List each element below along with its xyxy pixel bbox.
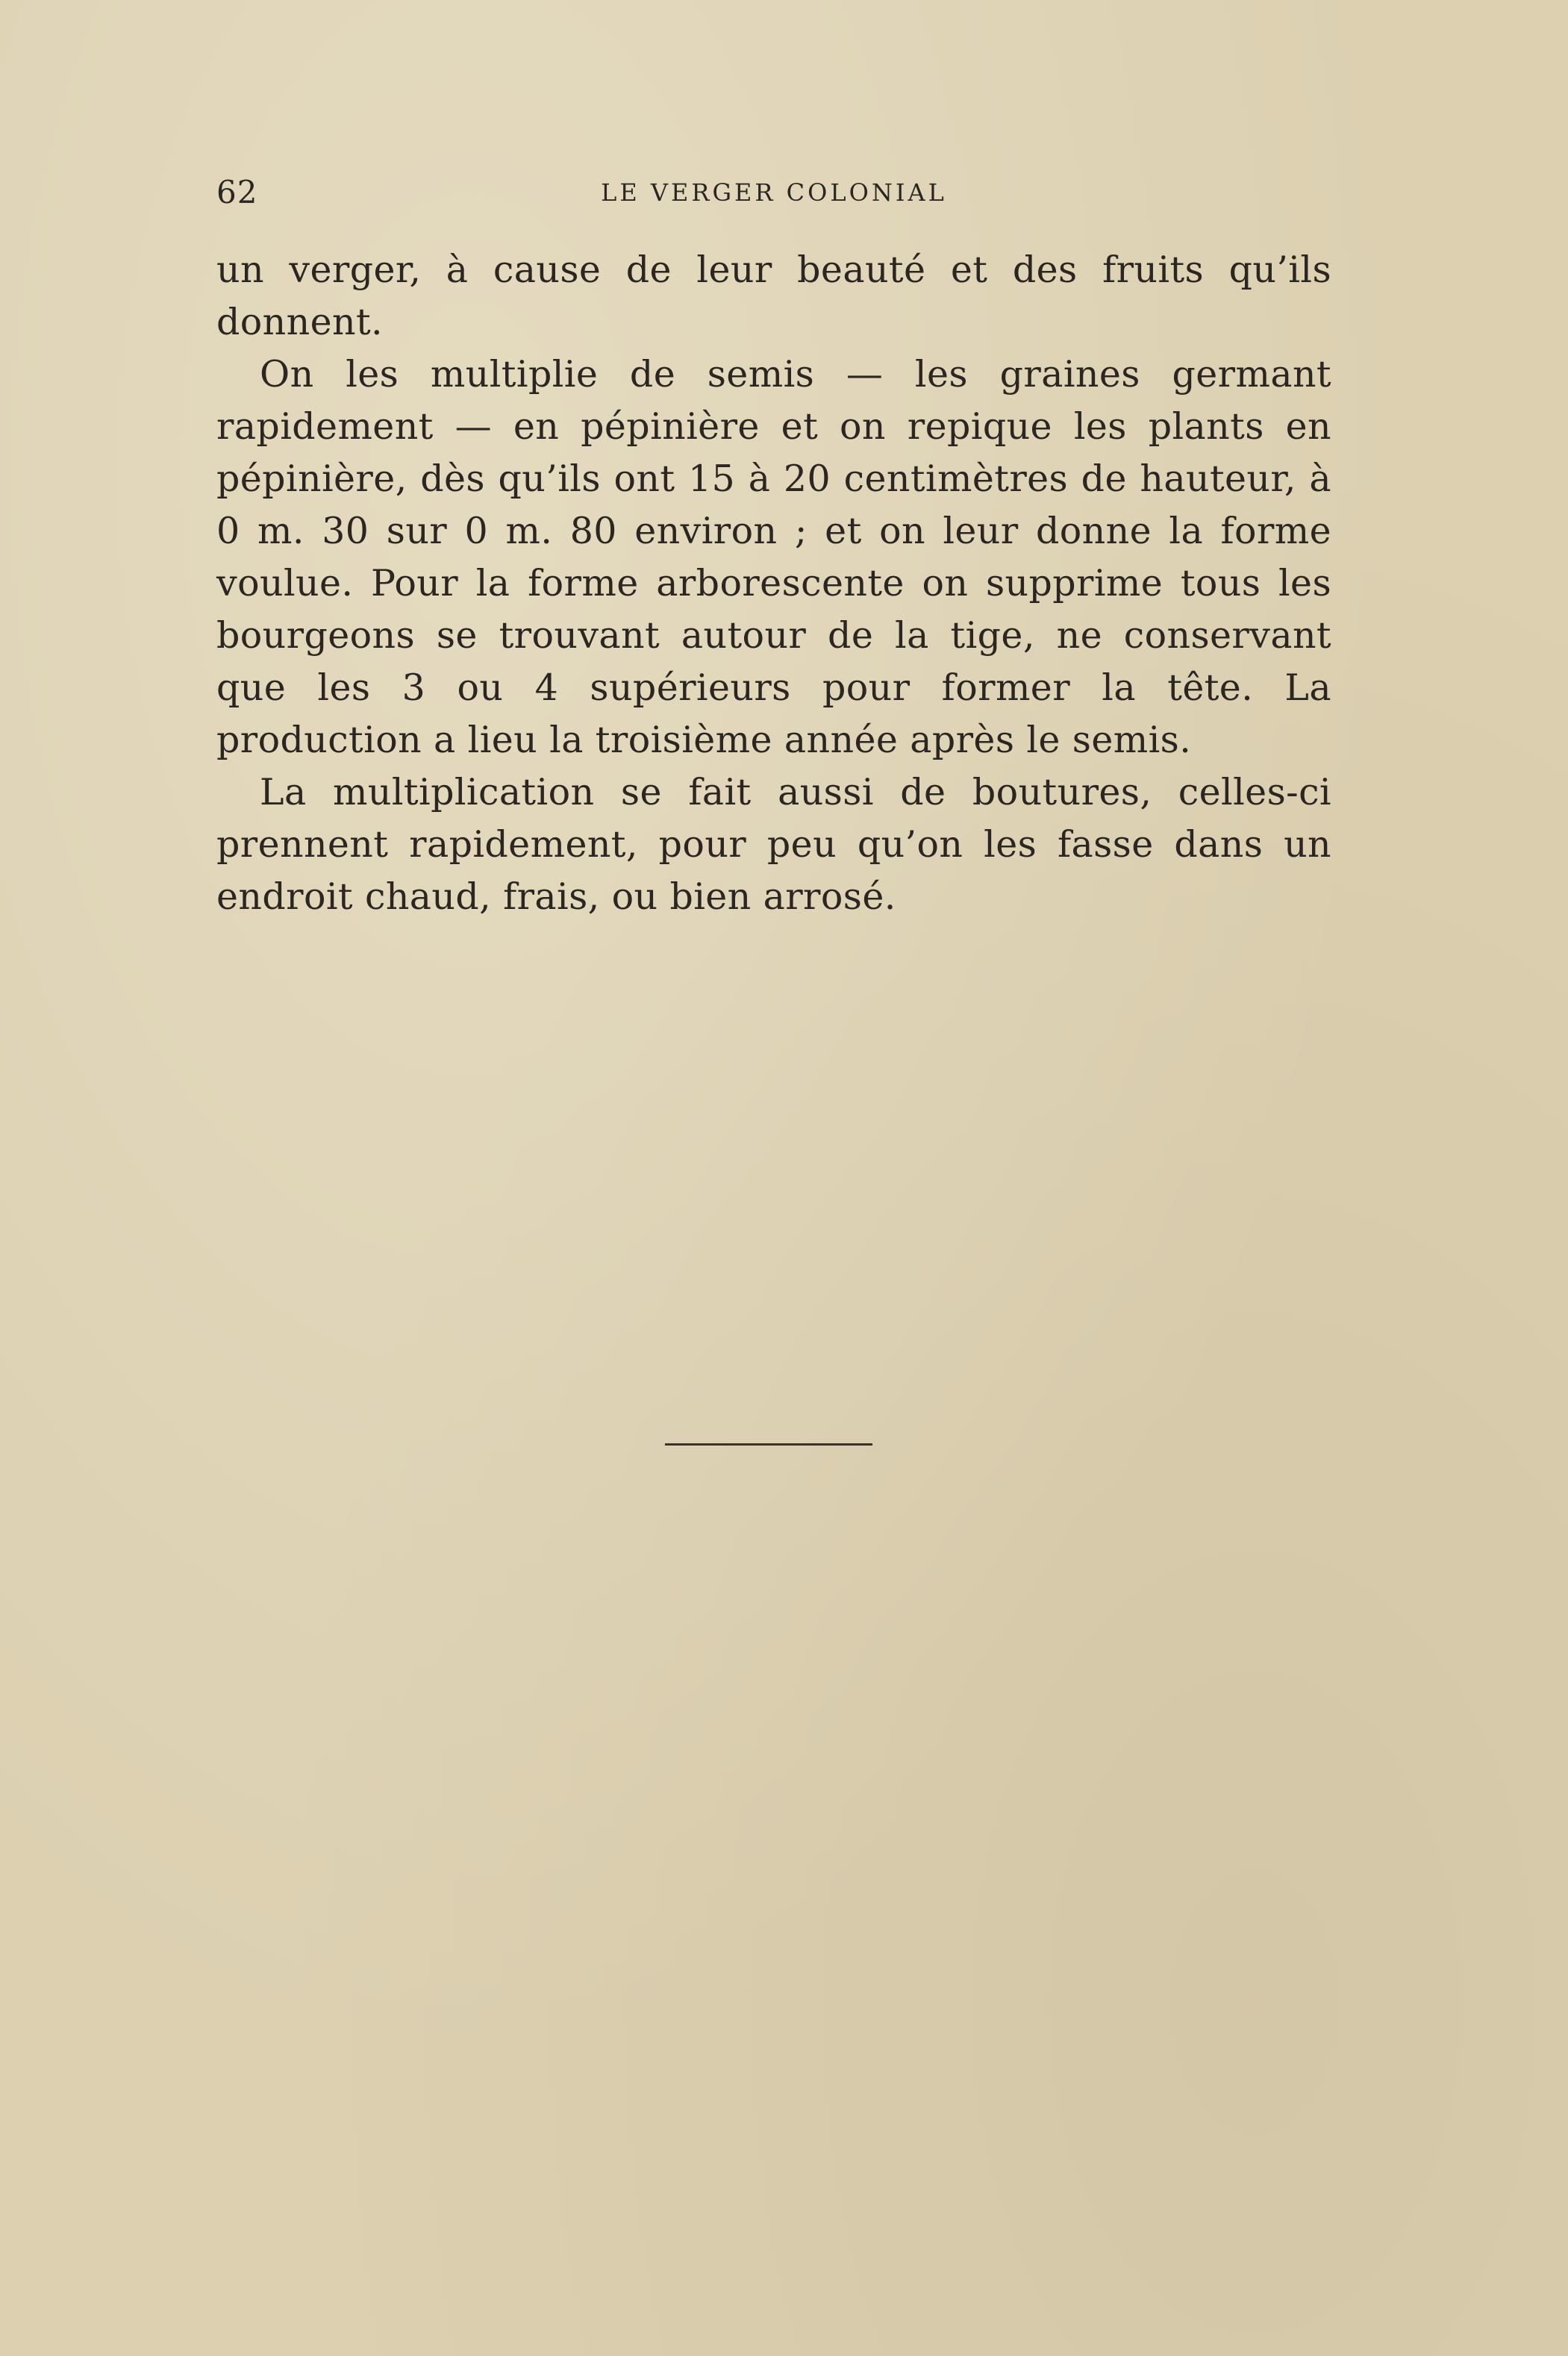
body-text — [216, 244, 1331, 923]
paragraph-continuation: un verger, à cause de leur beauté et des fruits qu’ils donnent. — [216, 249, 1331, 343]
page-number: 62 — [216, 174, 258, 210]
paragraph-multiplication-semis: On les multiplie de semis — les graines germant rapidement — en pépinière et on repique les plants en pépinière, dès qu’ils ont 15 à 20 centimètres de hauteur, à 0 m. 30 sur 0 m. 80 environ ; et on leur donne la forme voulue. Pour la forme arborescente on supprime tous les bourgeons se trouvant autour de la tige, ne conservant que les 3 ou 4 supérieurs pour former la tête. La production a lieu la troisième année après le semis. — [216, 353, 1331, 761]
paragraph-multiplication-boutures: La multiplication se fait aussi de boutures, celles-ci prennent rapidement, pour peu qu’on les fasse dans un endroit chaud, frais, ou bien arrosé. — [216, 771, 1331, 918]
running-title: LE VERGER COLONIAL — [601, 178, 947, 207]
section-end-rule — [665, 1443, 872, 1446]
page-header — [216, 170, 1331, 215]
